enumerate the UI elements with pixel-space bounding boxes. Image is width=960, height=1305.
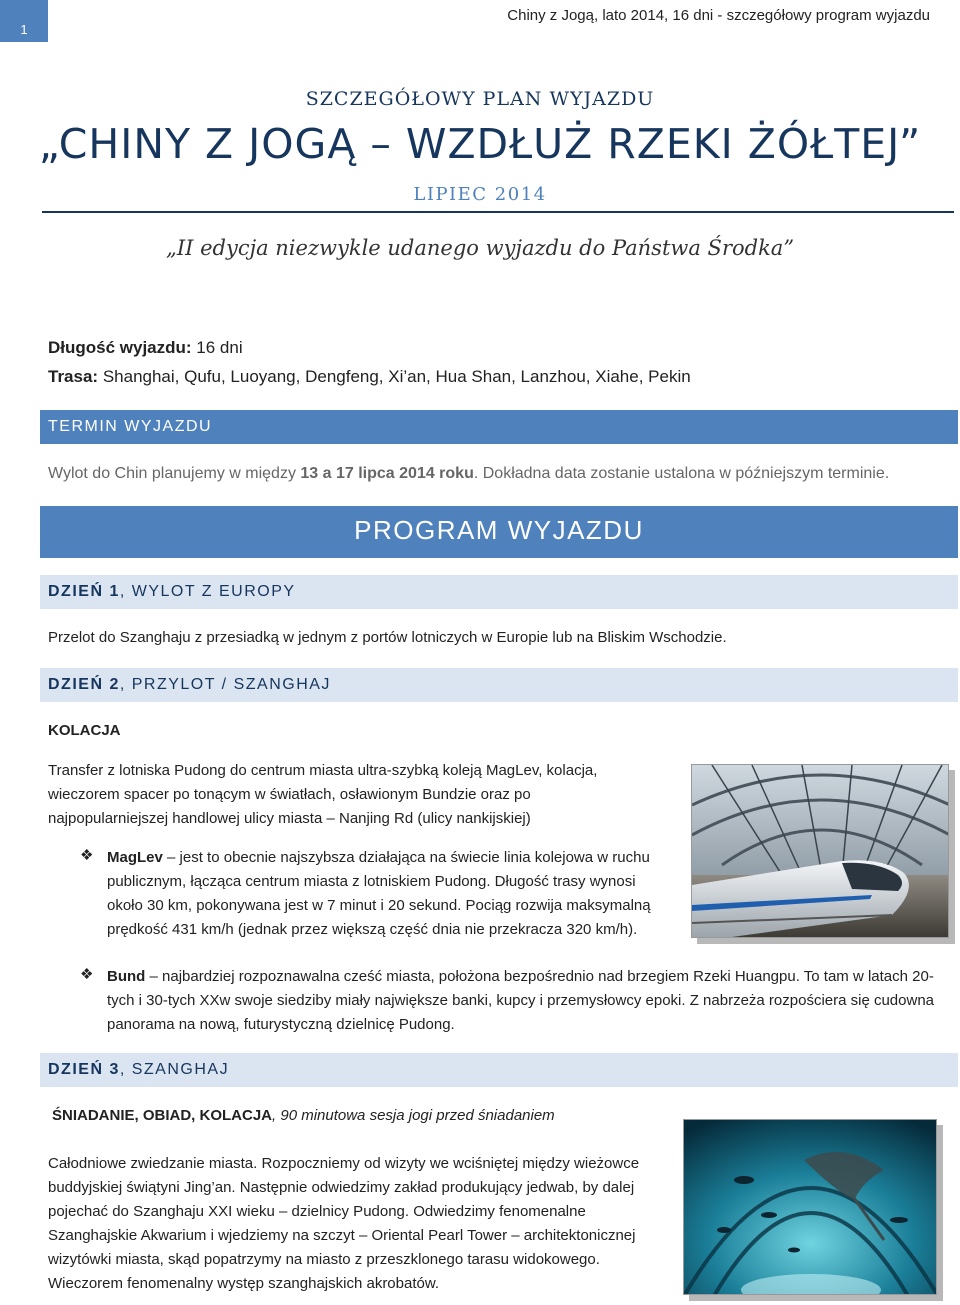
trip-length — [48, 338, 243, 358]
day1-title: , WYLOT Z EUROPY — [119, 583, 296, 600]
maglev-train-photo — [691, 764, 949, 938]
maglev-bullet — [107, 846, 651, 942]
bund-line: panorama na nową, futurystyczną dzielnicę Pudong. — [107, 1016, 455, 1033]
aquarium-tunnel-illustration — [684, 1120, 937, 1295]
day1-heading — [40, 575, 958, 609]
day3-text — [48, 1152, 639, 1296]
day3-line: Wieczorem fenomenalny występ szanghajskich akrobatów. — [48, 1275, 440, 1292]
page-number: 1 — [0, 0, 48, 42]
day3-title: , SZANGHAJ — [119, 1061, 230, 1078]
trip-length-label: Długość wyjazdu: — [48, 338, 192, 357]
day2-intro-line: najpopularniejszej handlowej ulicy miasta – Nanjing Rd (ulicy nankijskiej) — [48, 810, 531, 827]
day2-title: , PRZYLOT / SZANGHAJ — [119, 676, 331, 693]
day2-intro-line: Transfer z lotniska Pudong do centrum miasta ultra-szybką koleją MagLev, kolacja, — [48, 762, 598, 779]
trip-route — [48, 367, 691, 387]
maglev-line-text: – jest to obecnie najszybsza działająca na świecie linia kolejowa w ruchu — [162, 849, 650, 866]
diamond-bullet-icon: ❖ — [80, 966, 94, 983]
termin-text-after: . Dokładna data zostanie ustalona w późniejszym terminie. — [473, 465, 890, 482]
document-date: LIPIEC 2014 — [413, 184, 547, 205]
day2-meals: KOLACJA — [48, 722, 121, 739]
bund-line: tych i 30-tych XXw swoje siedziby miały największe banki, kupcy i przemysłowcy epoki. Z nabrzeża rozpościera się cudowna — [107, 992, 935, 1009]
day2-intro — [48, 759, 597, 831]
bund-line-text: – najbardziej rozpoznawalna cześć miasta, położona bezpośrednio nad brzegiem Rzeki Huangpu. To tam w latach 20- — [145, 968, 934, 985]
day3-line: Szanghajskie Akwarium i wjedziemy na szczyt – Oriental Pearl Tower – architektonicznej — [48, 1227, 636, 1244]
document-tagline: „II edycja niezwykle udanego wyjazdu do Państwa Środka” — [165, 236, 795, 260]
trip-route-value: Shanghai, Qufu, Luoyang, Dengfeng, Xi’an, Hua Shan, Lanzhou, Xiahe, Pekin — [98, 367, 691, 386]
day3-line: pojechać do Szanghaju XXI wieku – dzielnicy Pudong. Odwiedzimy fenomenalne — [48, 1203, 586, 1220]
day2-intro-line: wieczorem spacer po tonącym w światłach, osławionym Bundzie oraz po — [48, 786, 531, 803]
day1-label: DZIEŃ 1 — [48, 583, 120, 600]
day3-yoga-note: , 90 minutowa sesja jogi przed śniadaniem — [272, 1107, 555, 1124]
bund-term: Bund — [107, 968, 146, 985]
termin-dates: 13 a 17 lipca 2014 roku — [300, 465, 474, 482]
maglev-line: publicznym, łącząca centrum miasta z lotniskiem Pudong. Długość trasy wynosi — [107, 873, 636, 890]
diamond-bullet-icon: ❖ — [80, 847, 94, 864]
bund-line — [107, 965, 947, 989]
document-title: „CHINY Z JOGĄ – WZDŁUŻ RZEKI ŻÓŁTEJ” — [38, 120, 922, 168]
termin-text-before: Wylot do Chin planujemy w między — [48, 465, 301, 482]
day3-meals-list: ŚNIADANIE, OBIAD, KOLACJA — [52, 1107, 273, 1124]
day2-heading — [40, 668, 958, 702]
day3-label: DZIEŃ 3 — [48, 1061, 120, 1078]
termin-text — [48, 462, 889, 486]
running-header: Chiny z Jogą, lato 2014, 16 dni - szczegółowy program wyjazdu — [507, 7, 930, 24]
maglev-line: prędkość 431 km/h (jednak przez większą część dnia nie przekracza 320 km/h). — [107, 921, 638, 938]
trip-length-value: 16 dni — [191, 338, 243, 357]
day1-text: Przelot do Szanghaju z przesiadką w jednym z portów lotniczych w Europie lub na Bliskim Wschodzie. — [48, 629, 727, 646]
aquarium-photo — [683, 1119, 937, 1295]
title-divider — [42, 211, 954, 213]
maglev-line — [107, 846, 651, 870]
day3-line: wizytówki miasta, skąd popatrzymy na miasto z przeszklonego tarasu widokowego. — [48, 1251, 600, 1268]
day3-line: buddyjskiej świątyni Jing’an. Następnie odwiedzimy zakład produkujący jedwab, by dalej — [48, 1179, 635, 1196]
bund-bullet — [107, 965, 947, 1037]
trip-route-label: Trasa: — [48, 367, 99, 386]
maglev-line: około 30 km, pokonywana jest w 7 minut i 20 sekund. Pociąg rozwija maksymalną — [107, 897, 651, 914]
day2-label: DZIEŃ 2 — [48, 676, 120, 693]
termin-heading: TERMIN WYJAZDU — [40, 410, 958, 444]
day3-meals — [52, 1104, 555, 1128]
document-subtitle: SZCZEGÓŁOWY PLAN WYJAZDU — [305, 88, 655, 110]
day3-line: Całodniowe zwiedzanie miasta. Rozpoczniemy od wizyty we wciśniętej między wieżowce — [48, 1155, 640, 1172]
maglev-term: MagLev — [107, 849, 163, 866]
day3-heading — [40, 1053, 958, 1087]
maglev-train-illustration — [692, 765, 949, 938]
program-heading: PROGRAM WYJAZDU — [40, 506, 958, 558]
